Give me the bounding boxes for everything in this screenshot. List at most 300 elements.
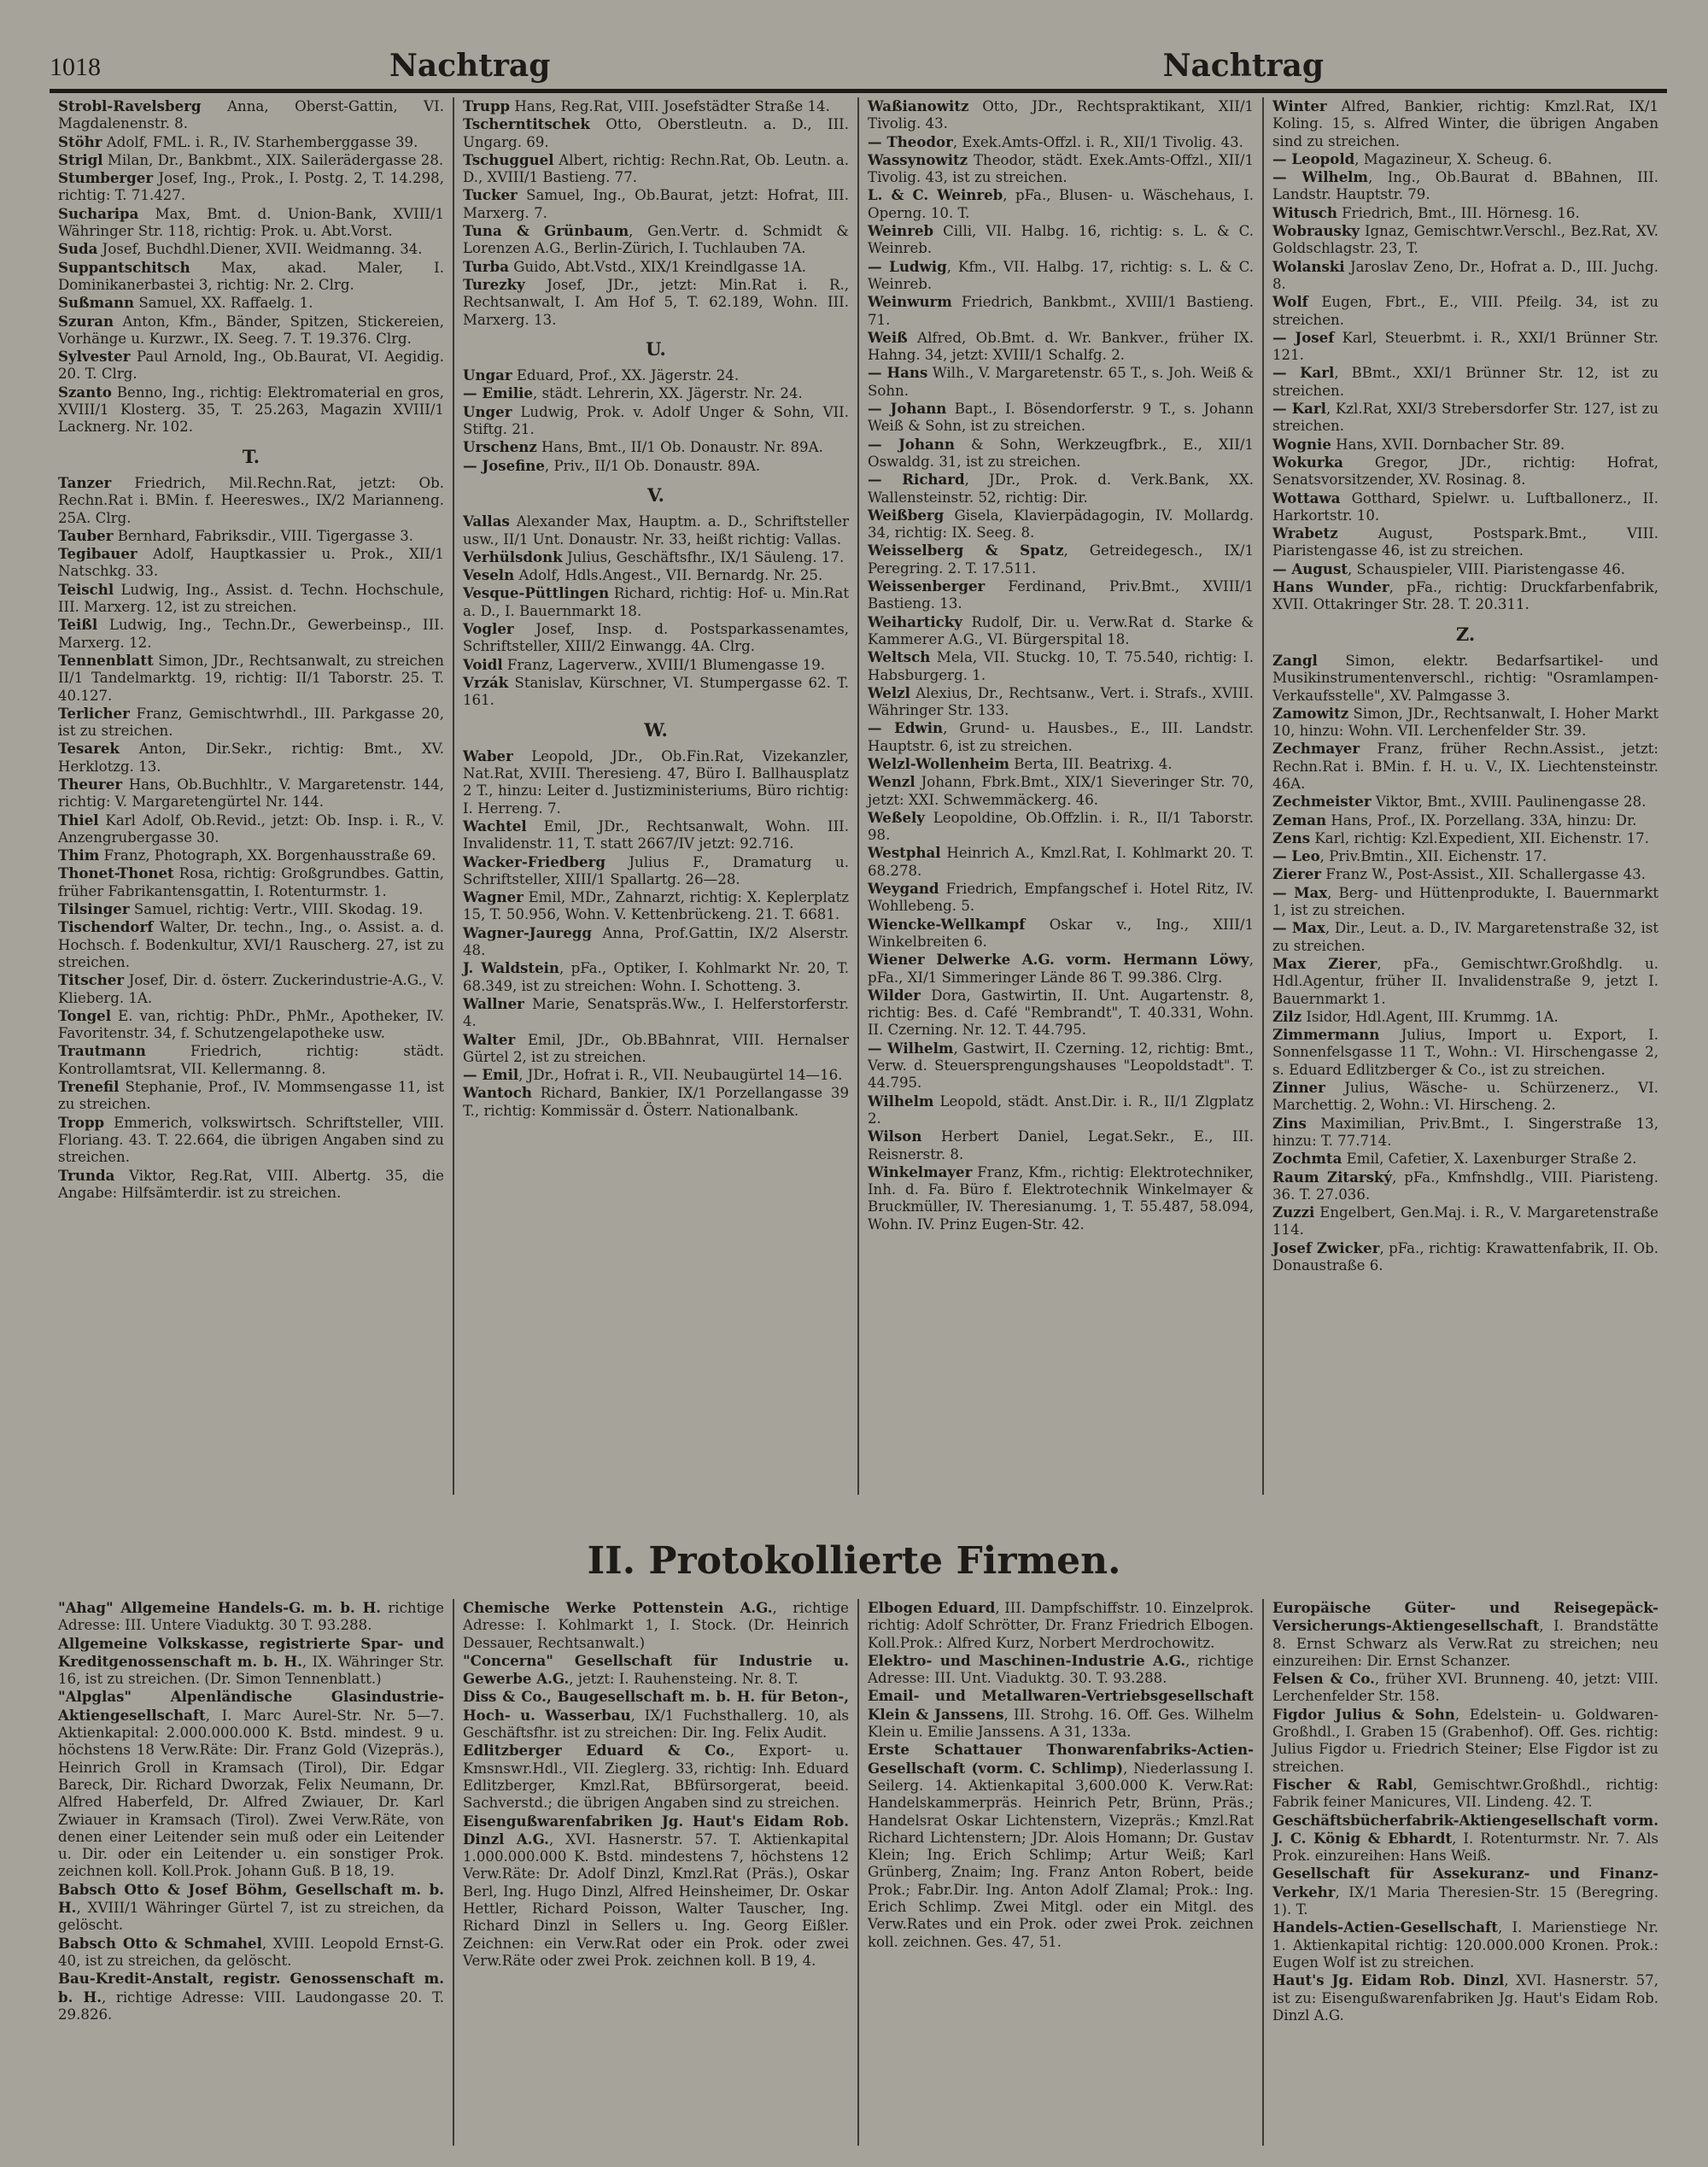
- entry-name: Allgemeine Volkskasse, registrierte Spar- und Kreditgenossenschaft m. b. H.: [58, 1634, 444, 1670]
- entry-details: , Magazineur, X. Scheug. 6.: [1354, 150, 1553, 167]
- entry-name: Fischer & Rabl: [1272, 1775, 1413, 1793]
- entry-details: Richard, richtig: Hof- u. Min.Rat a. D., I. Bauernmarkt 18.: [463, 585, 849, 619]
- directory-entry: [868, 133, 1254, 151]
- directory-entry: [58, 1881, 444, 1935]
- entry-name: Wognie: [1272, 435, 1331, 453]
- directory-entry: [58, 294, 444, 312]
- entry-details: , Exek.Amts-Offzl. i. R., XII/1 Tivolig. 43.: [952, 133, 1243, 150]
- entry-name: Szanto: [58, 383, 112, 401]
- directory-entry: [463, 1813, 849, 1971]
- entry-name: Wacker-Friedberg: [463, 852, 605, 870]
- directory-entry: [463, 747, 849, 817]
- entry-name: Thonet-Thonet: [58, 864, 174, 882]
- entry-details: , Grund- u. Hausbes., E., III. Landstr. Hauptstr. 6, ist zu streichen.: [868, 720, 1254, 754]
- entry-name: — Richard: [868, 471, 965, 489]
- entry-details: Franz, Photograph, XX. Borgenhausstraße 69.: [99, 847, 436, 864]
- entry-details: Viktor, Bmt., XVIII. Paulinengasse 28.: [1371, 794, 1647, 811]
- directory-entry: [1272, 1971, 1658, 2024]
- directory-entry: [58, 1167, 444, 1203]
- entry-name: — Theodor: [868, 132, 953, 150]
- directory-entry: [1272, 811, 1658, 829]
- entry-name: Welzl-Wollenheim: [868, 754, 1009, 772]
- entry-details: Samuel, richtig: Vertr., VIII. Skodag. 19.: [129, 901, 424, 918]
- entry-name: Winkelmayer: [868, 1163, 973, 1180]
- directory-entry: [58, 1688, 444, 1880]
- entry-details: , Dir., Leut. a. D., IV. Margaretenstraße 32, ist zu streichen.: [1272, 920, 1659, 954]
- entry-details: Hans, XVII. Dornbacher Str. 89.: [1331, 436, 1565, 453]
- entry-name: Zochmta: [1272, 1150, 1342, 1168]
- entry-name: Tischendorf: [58, 918, 154, 936]
- directory-entry: [1272, 168, 1658, 204]
- entry-details: Herbert Daniel, Legat.Sekr., E., III. Reisnerstr. 8.: [868, 1128, 1254, 1163]
- directory-entry: [463, 457, 849, 475]
- directory-entry: [1272, 364, 1658, 400]
- entry-details: August, Postspark.Bmt., VIII. Piaristengasse 46, ist zu streichen.: [1272, 525, 1658, 559]
- directory-entry: [58, 97, 444, 133]
- directory-entry: [868, 1092, 1254, 1128]
- entry-details: , Gen.Vertr. d. Schmidt & Lorenzen A.G., Berlin-Zürich, I. Tuchlauben 7A.: [463, 223, 849, 257]
- entry-details: Stephanie, Prof., IV. Mommsengasse 11, ist zu streichen.: [58, 1079, 444, 1113]
- entry-name: — Emilie: [463, 384, 534, 402]
- directory-entry: [868, 951, 1254, 987]
- entry-name: Vrzák: [463, 673, 509, 691]
- entry-details: Bernhard, Fabriksdir., VIII. Tigergasse 3.: [113, 527, 414, 544]
- entry-details: Gotthard, Spielwr. u. Luftballonerz., II. Harkortstr. 10.: [1272, 489, 1658, 524]
- entry-name: Stöhr: [58, 132, 102, 150]
- entry-details: , richtige Adresse: III. Unt. Viaduktg. 30. T. 93.288.: [868, 1652, 1254, 1687]
- directory-entry: [58, 900, 444, 918]
- directory-entry: [868, 97, 1254, 133]
- entry-details: Max, akad. Maler, I. Dominikanerbastei 3, richtig: Nr. 2. Clrg.: [58, 259, 444, 293]
- directory-entry: [58, 740, 444, 776]
- directory-entry: [1272, 1776, 1658, 1812]
- entry-details: , XVI. Hasnerstr. 57. T. Aktienkapital 1.000.000.000 K. Bstd. mindestens 7, höchstens 12 Verw.Räte: Dr. Adolf Dinzl, Kmzl.Rat (Präs.), Oskar Berl, Ing. Hugo Dinzl, Alfred Heinsheimer, Dr. Oskar Hettler, Richard Poisson, Walter Tauscher, Ing. Richard Dinzl in Sellers u. Ing. Georg Eißler. Zeichnen: ein Verw.Rat oder ein Prok. oder zwei Verw.Räte oder zwei Prok. zeichnen koll. B 19, 4.: [463, 1830, 849, 1969]
- entry-name: — Josef: [1272, 328, 1335, 346]
- entry-details: , richtige Adresse: I. Kohlmarkt 1, I. Stock. (Dr. Heinrich Dessauer, Rechtsanwalt.): [463, 1600, 850, 1651]
- entry-details: , IX. Währinger Str. 16, ist zu streichen. (Dr. Simon Tennenblatt.): [58, 1653, 444, 1688]
- entry-name: Weiharticky: [868, 612, 962, 630]
- directory-entry: [463, 276, 849, 329]
- entry-details: Engelbert, Gen.Maj. i. R., V. Margaretenstraße 114.: [1272, 1204, 1658, 1239]
- entry-details: , JDr., Prok. d. Verk.Bank, XX. Wallensteinstr. 52, richtig: Dir.: [868, 471, 1255, 506]
- directory-entry: [1272, 454, 1658, 489]
- entry-details: Simon, JDr., Rechtsanwalt, I. Hoher Markt 10, hinzu: Wohn. VII. Lerchenfelder Str. 39.: [1272, 705, 1658, 740]
- directory-entry: [1272, 1599, 1658, 1670]
- directory-entry: [463, 566, 849, 584]
- entry-details: Alfred, Bankier, richtig: Kmzl.Rat, IX/1 Koling. 15, s. Alfred Winter, die übrigen Angaben sind zu streichen.: [1272, 98, 1658, 149]
- directory-entry: [1272, 1918, 1658, 1971]
- directory-entry: [58, 474, 444, 527]
- entry-name: Zilz: [1272, 1007, 1302, 1025]
- entry-name: Zuzzi: [1272, 1204, 1315, 1221]
- directory-entry: [1272, 1670, 1658, 1706]
- directory-entry: [1272, 1239, 1658, 1275]
- directory-entry: [868, 1687, 1254, 1741]
- entry-details: , Kfm., VII. Halbg. 17, richtig: s. L. & C. Weinreb.: [868, 258, 1254, 292]
- entry-details: , Export- u. Kmsnswr.Hdl., VII. Zieglerg. 33, richtig: Inh. Eduard Edlitzberger, Kmzl.Rat, BBfürsorgerat, beeid. Sachverstd.; die übrigen Angaben sind zu streichen.: [463, 1742, 849, 1812]
- entry-details: , richtige Adresse: VIII. Laudongasse 20. T. 29.826.: [58, 1988, 444, 2023]
- entry-name: — Wilhelm: [1272, 168, 1368, 186]
- entry-name: Babsch Otto & Schmahel: [58, 1934, 262, 1952]
- entry-details: , XVI. Hasnerstr. 57, ist zu: Eisengußwarenfabriken Jg. Haut's Eidam Rob. Dinzl A.G.: [1272, 1972, 1658, 2024]
- entry-name: Bau-Kredit-Anstalt, registr. Genossenschaft m. b. H.: [58, 1970, 444, 2006]
- directory-entry: [1272, 1706, 1658, 1776]
- directory-entry: [1272, 578, 1658, 614]
- directory-entry: [1272, 204, 1658, 222]
- entry-name: Unger: [463, 402, 512, 420]
- entry-name: Elbogen Eduard: [868, 1599, 996, 1616]
- entry-details: , Gastwirt, II. Czerning. 12, richtig: Bmt., Verw. d. Steuersprengungshauses "Leopoldstadt". T. 44.795.: [868, 1040, 1254, 1092]
- entry-details: , Kzl.Rat, XXI/3 Strebersdorfer Str. 127, ist zu streichen.: [1272, 401, 1658, 435]
- entry-name: Josef Zwicker: [1272, 1239, 1380, 1256]
- entry-details: , pFa., richtig: Krawattenfabrik, II. Ob. Donaustraße 6.: [1272, 1239, 1658, 1274]
- entry-name: Tauber: [58, 526, 114, 544]
- entry-name: Babsch Otto & Josef Böhm, Gesellschaft m. b. H.: [58, 1880, 444, 1917]
- entry-name: — August: [1272, 559, 1348, 577]
- entry-name: Diss & Co., Baugesellschaft m. b. H. für Beton-, Hoch- u. Wasserbau: [463, 1688, 849, 1724]
- entry-name: Sylvester: [58, 348, 131, 366]
- entry-name: Weissenberger: [868, 577, 986, 595]
- entry-details: , I. Marienstiege Nr. 1. Aktienkapital richtig: 120.000.000 Kronen. Prok.: Eugen Wolf ist zu streichen.: [1272, 1919, 1658, 1971]
- entry-name: Zinner: [1272, 1079, 1325, 1097]
- entry-name: — Wilhelm: [868, 1039, 954, 1057]
- directory-entry: [58, 1007, 444, 1043]
- entry-name: — Karl: [1272, 364, 1335, 382]
- entry-name: Strobl-Ravelsberg: [58, 97, 202, 114]
- entry-name: Figdor Julius & Sohn: [1272, 1705, 1455, 1723]
- entry-details: Cilli, VII. Halbg. 16, richtig: s. L. & C. Weinreb.: [868, 223, 1254, 257]
- directory-entry: [868, 471, 1254, 507]
- entry-name: Wrabetz: [1272, 524, 1338, 542]
- directory-entry: [1272, 258, 1658, 294]
- entry-name: Suda: [58, 240, 98, 258]
- entry-name: Wiener Delwerke A.G. vorm. Hermann Löwy: [868, 951, 1249, 969]
- entry-name: Max Zierer: [1272, 954, 1378, 972]
- entry-details: Rudolf, Dir. u. Verw.Rat d. Starke & Kammerer A.G., VI. Bürgerspital 18.: [868, 613, 1254, 647]
- letter-heading: W.: [644, 718, 668, 741]
- addenda-columns: [50, 97, 1667, 1495]
- entry-details: Franz W., Post-Assist., XII. Schallergasse 43.: [1321, 866, 1647, 883]
- directory-entry: [58, 811, 444, 847]
- entry-details: Adolf, Hauptkassier u. Prok., XII/1 Natschkg. 33.: [58, 546, 444, 580]
- entry-name: Email- und Metallwaren-Vertriebsgesellschaft Klein & Janssens: [868, 1687, 1254, 1723]
- directory-entry: [1272, 829, 1658, 847]
- directory-entry: [58, 581, 444, 617]
- entry-details: , Niederlassung I. Seilerg. 14. Aktienkapital 3,600.000 K. Verw.Rat: Handelskammerpräs. Heinrich Petr, Brünn, Präs.; Handelsrat Oskar Lichtenstern, Vizepräs.; Kmzl.Rat Richard Lichtenstern; JDr. Alois Homann; Dr. Gustav Klein; Ing. Erich Schlimp; Artur Weiß; Karl Grünberg, Znaim; Ing. Franz Anton Robert, beide Prok.; Fabr.Dir. Ing. Anton Adolf Zlamal; Prok.: Ing. Erich Schlimp. Zwei Mitgl. oder ein Mitgl. des Verw.Rates und ein Prok. oder zwei Prok. zeichnen koll. zeichnen. Ges. 47, 51.: [868, 1760, 1255, 1950]
- directory-entry: [463, 548, 849, 566]
- directory-entry: [463, 366, 849, 384]
- entry-details: Jaroslav Zeno, Dr., Hofrat a. D., III. Juchg. 8.: [1272, 258, 1658, 292]
- directory-entry: [1272, 919, 1658, 955]
- entry-name: Wagner-Jauregg: [463, 923, 592, 941]
- directory-entry: [58, 776, 444, 811]
- entry-name: Wilhelm: [868, 1092, 934, 1110]
- directory-entry: [1272, 293, 1658, 329]
- entry-name: Trautmann: [58, 1042, 146, 1060]
- directory-entry: [58, 527, 444, 545]
- entry-name: Wantoch: [463, 1084, 532, 1102]
- entry-name: Zins: [1272, 1114, 1307, 1132]
- entry-name: Weiß: [868, 328, 908, 346]
- entry-details: , Getreidegesch., IX/1 Peregring. 2. T. 17.511.: [868, 542, 1255, 577]
- directory-entry: [463, 959, 849, 995]
- entry-name: Wallner: [463, 994, 524, 1012]
- entry-name: Zimmermann: [1272, 1026, 1380, 1044]
- directory-entry: [1272, 150, 1658, 168]
- directory-entry: [58, 616, 444, 652]
- entry-name: "Concerna" Gesellschaft für Industrie u. Gewerbe A.G.: [463, 1651, 849, 1688]
- entry-name: Sußmann: [58, 294, 135, 312]
- entry-details: Alexius, Dr., Rechtsanw., Vert. i. Strafs., XVIII. Währinger Str. 133.: [868, 684, 1254, 719]
- entry-details: Adolf, Hdls.Angest., VII. Bernardg. Nr. 25.: [514, 567, 823, 584]
- entry-details: , Edelstein- u. Goldwaren-Großhdl., I. Graben 15 (Grabenhof). Off. Ges. richtig: Julius Figdor u. Friedrich Steiner; Else Figdor ist zu streichen.: [1272, 1706, 1658, 1775]
- directory-entry: [868, 1741, 1254, 1951]
- entry-details: Josef, Dir. d. österr. Zuckerindustrie-A.G., V. Klieberg. 1A.: [58, 972, 444, 1006]
- entry-details: Milan, Dr., Bankbmt., XIX. Sailerädergasse 28.: [102, 151, 444, 168]
- entry-details: E. van, richtig: PhDr., PhMr., Apotheker, IV. Favoritenstr. 34, f. Schutzengelapotheke usw.: [58, 1007, 444, 1042]
- entry-details: , I. Brandstätte 8. Ernst Schwarz als Verw.Rat zu streichen; neu einzureihen: Dir. Ernst Schanzer.: [1272, 1618, 1658, 1669]
- letter-heading: U.: [646, 337, 666, 360]
- directory-entry: [463, 995, 849, 1031]
- entry-details: Julius F., Dramaturg u. Schriftsteller, XIII/1 Spallartg. 26—28.: [463, 853, 849, 887]
- entry-name: Welzl: [868, 683, 910, 701]
- directory-entry: [58, 259, 444, 295]
- entry-name: Wilder: [868, 986, 921, 1004]
- entry-details: Maximilian, Priv.Bmt., I. Singerstraße 13, hinzu: T. 77.714.: [1272, 1115, 1658, 1149]
- entry-details: , pFa., Blusen- u. Wäschehaus, I. Operng. 10. T.: [868, 187, 1255, 221]
- entry-name: Tucker: [463, 186, 518, 204]
- entry-details: Julius, Import u. Export, I. Sonnenfelsgasse 11 T., Wohn.: VI. Hirschengasse 2, s. Eduard Edlitzberger & Co., ist zu streichen.: [1272, 1027, 1658, 1078]
- directory-entry: [58, 240, 444, 258]
- directory-entry: [463, 656, 849, 674]
- entry-name: Waber: [463, 747, 513, 764]
- directory-entry: [1272, 1865, 1658, 1918]
- entry-name: Weltsch: [868, 648, 931, 666]
- entry-name: "Alpglas" Alpenländische Glasindustrie-Aktiengesellschaft: [58, 1688, 444, 1724]
- entry-details: Josef, Buchdhl.Diener, XVII. Weidmanng. 34.: [97, 241, 423, 258]
- directory-entry: [868, 151, 1254, 187]
- directory-entry: [463, 1031, 849, 1067]
- entry-details: Max, Bmt. d. Union-Bank, XVIII/1 Währinger Str. 118, richtig: Prok. u. Abt.Vorst.: [58, 205, 444, 240]
- entry-details: Richard, Bankier, IX/1 Porzellangasse 39 T., richtig: Kommissär d. Österr. Nationalbank.: [463, 1085, 849, 1119]
- directory-entry: [1272, 436, 1658, 454]
- entry-details: Ferdinand, Priv.Bmt., XVIII/1 Bastieng. 13.: [868, 578, 1254, 612]
- entry-details: , XVIII/1 Währinger Gürtel 7, ist zu streichen, da gelöscht.: [58, 1900, 444, 1934]
- entry-details: Leopold, JDr., Ob.Fin.Rat, Vizekanzler, Nat.Rat, XVIII. Theresieng. 47, Büro I. Ballhausplatz 2 T., hinzu: Leiter d. Justizministeriums, Büro richtig: I. Herreng. 7.: [463, 747, 849, 817]
- entry-name: Zangl: [1272, 651, 1318, 669]
- entry-details: , IX/1 Fuchsthallerg. 10, als Geschäftsfhr. ist zu streichen: Dir. Ing. Felix Audit.: [463, 1707, 849, 1742]
- text-column: [453, 1599, 857, 2146]
- entry-details: , pFa., Optiker, I. Kohlmarkt Nr. 20, T. 68.349, ist zu streichen: Wohn. I. Schotteng. 3.: [463, 960, 849, 994]
- directory-entry: [868, 222, 1254, 258]
- directory-entry: [868, 1652, 1254, 1688]
- entry-name: Verhülsdonk: [463, 548, 563, 565]
- text-column: [1262, 97, 1667, 1495]
- entry-name: Theurer: [58, 775, 123, 793]
- directory-entry: [868, 400, 1254, 436]
- entry-name: Tschugguel: [463, 150, 554, 168]
- directory-entry: [1272, 329, 1658, 365]
- directory-entry: [868, 1599, 1254, 1652]
- entry-details: Berta, III. Beatrixg. 4.: [1009, 755, 1173, 772]
- entry-details: Eduard, Prof., XX. Jägerstr. 24.: [512, 367, 740, 384]
- directory-entry: [868, 916, 1254, 952]
- entry-name: Winter: [1272, 97, 1327, 114]
- entry-name: Thim: [58, 846, 100, 864]
- running-head-right: Nachtrag: [1162, 48, 1324, 84]
- directory-entry: [463, 384, 849, 402]
- entry-details: Emil, MDr., Zahnarzt, richtig: X. Keplerplatz 15, T. 50.956, Wohn. V. Kettenbrückeng. 21. T. 6681.: [463, 889, 849, 923]
- entry-name: Tscherntitschek: [463, 115, 590, 133]
- directory-entry: [868, 755, 1254, 773]
- entry-name: Tegibauer: [58, 545, 137, 563]
- entry-details: , städt. Lehrerin, XX. Jägerstr. Nr. 24.: [533, 385, 803, 402]
- entry-details: Wilh., V. Margaretenstr. 65 T., s. Joh. Weiß & Sohn.: [868, 365, 1254, 399]
- directory-entry: [868, 507, 1254, 542]
- entry-details: Alfred, Ob.Bmt. d. Wr. Bankver., früher IX. Hahng. 34, jetzt: XVIII/1 Schalfg. 2.: [868, 329, 1254, 364]
- entry-name: Trenefil: [58, 1078, 120, 1096]
- section-title: II. Protokollierte Firmen.: [587, 1539, 1121, 1583]
- entry-name: Elektro- und Maschinen-Industrie A.G.: [868, 1651, 1186, 1669]
- entry-name: Wolanski: [1272, 257, 1345, 275]
- entry-name: — Johann: [868, 435, 955, 453]
- entry-details: Johann, Fbrk.Bmt., XIX/1 Sieveringer Str. 70, jetzt: XXI. Schwemmäckerg. 46.: [868, 774, 1254, 808]
- directory-entry: [463, 512, 849, 548]
- entry-details: , früher XVI. Brunneng. 40, jetzt: VIII. Lerchenfelder Str. 158.: [1272, 1671, 1658, 1705]
- directory-entry: [463, 853, 849, 889]
- directory-entry: [868, 542, 1254, 577]
- directory-entry: [58, 205, 444, 241]
- entry-name: — Max: [1272, 883, 1328, 901]
- entry-details: Gisela, Klavierpädagogin, IV. Mollardg. 34, richtig: IX. Seeg. 8.: [868, 507, 1254, 542]
- entry-name: Weinwurm: [868, 293, 952, 311]
- entry-name: Vesque-Püttlingen: [463, 584, 610, 602]
- text-column: [50, 97, 453, 1495]
- entry-details: Friedrich, Bankbmt., XVIII/1 Bastieng. 71.: [868, 294, 1254, 328]
- entry-details: , Ing., Ob.Baurat d. BBahnen, III. Landstr. Hauptstr. 79.: [1272, 169, 1659, 203]
- entry-details: Heinrich A., Kmzl.Rat, I. Kohlmarkt 20. T. 68.278.: [868, 845, 1254, 879]
- directory-entry: [868, 1040, 1254, 1092]
- entry-details: , pFa., Gemischtwr.Großhdlg. u. Hdl.Agentur, früher II. Invalidenstraße 9, jetzt I. Bauernmarkt 1.: [1272, 955, 1658, 1007]
- directory-entry: [463, 1599, 849, 1652]
- directory-entry: [1272, 884, 1658, 920]
- entry-name: Chemische Werke Pottenstein A.G.: [463, 1599, 773, 1616]
- entry-details: Theodor, städt. Exek.Amts-Offzl., XII/1 Tivolig. 43, ist zu streichen.: [868, 151, 1254, 186]
- entry-details: , pFa., richtig: Druckfarbenfabrik, XVII. Ottakringer Str. 28. T. 20.311.: [1272, 579, 1659, 613]
- entry-details: Alexander Max, Hauptm. a. D., Schriftsteller usw., II/1 Unt. Donaustr. Nr. 33, heißt richtig: Vallas.: [463, 513, 849, 548]
- entry-details: , XVIII. Leopold Ernst-G. 40, ist zu streichen, da gelöscht.: [58, 1935, 444, 1969]
- directory-entry: [868, 844, 1254, 880]
- entry-details: Karl, Steuerbmt. i. R., XXI/1 Brünner Str. 121.: [1272, 329, 1659, 364]
- entry-name: Gesellschaft für Assekuranz- und Finanz-Verkehr: [1272, 1865, 1658, 1901]
- directory-entry: [58, 1078, 444, 1114]
- directory-entry: [463, 924, 849, 960]
- text-column: [1262, 1599, 1667, 2146]
- entry-name: Trupp: [463, 97, 511, 114]
- entry-details: , BBmt., XXI/1 Brünner Str. 12, ist zu streichen.: [1272, 365, 1658, 399]
- entry-name: Turezky: [463, 275, 525, 293]
- entry-name: — Karl: [1272, 400, 1326, 418]
- entry-details: Dora, Gastwirtin, II. Unt. Augartenstr. 8, richtig: Bes. d. Café "Rembrandt", T. 40.331, Wohn. II. Czerning. Nr. 12. T. 44.795.: [868, 987, 1254, 1039]
- entry-details: Friedrich, Mil.Rechn.Rat, jetzt: Ob. Rechn.Rat i. BMin. f. Heereswes., IX/2 Marianneng. 25A. Clrg.: [58, 474, 444, 526]
- entry-name: Vallas: [463, 512, 510, 530]
- entry-details: , I. Rotenturmstr. Nr. 7. Als Prok. einzureihen: Hans Weiß.: [1272, 1830, 1658, 1865]
- entry-details: Hans, Ob.Buchhltr., V. Margaretenstr. 144, richtig: V. Margaretengürtel Nr. 144.: [58, 776, 444, 811]
- directory-entry: [463, 1652, 849, 1689]
- directory-entry: [868, 293, 1254, 329]
- entry-name: Waßianowitz: [868, 97, 969, 114]
- entry-details: Ludwig, Prok. v. Adolf Unger & Sohn, VII. Stiftg. 21.: [463, 403, 849, 438]
- entry-details: Otto, JDr., Rechtspraktikant, XII/1 Tivolig. 43.: [868, 98, 1254, 132]
- directory-entry: [463, 1084, 849, 1120]
- entry-details: Emmerich, volkswirtsch. Schriftsteller, VIII. Floriang. 43. T. 22.664, die übrigen Angaben sind zu streichen.: [58, 1114, 444, 1166]
- directory-entry: [868, 773, 1254, 809]
- entry-details: Guido, Abt.Vstd., XIX/1 Kreindlgasse 1A.: [509, 258, 806, 275]
- directory-entry: [1272, 400, 1658, 436]
- entry-name: Tanzer: [58, 473, 112, 491]
- directory-entry: [463, 151, 849, 187]
- directory-entry: [1272, 1812, 1658, 1865]
- letter-heading: V.: [647, 483, 664, 506]
- directory-entry: [1272, 1115, 1658, 1151]
- entry-details: , IX/1 Maria Theresien-Str. 15 (Beregring. 1). T.: [1272, 1883, 1658, 1918]
- directory-entry: [463, 186, 849, 222]
- directory-entry: [1272, 1168, 1658, 1204]
- directory-entry: [58, 971, 444, 1007]
- entry-details: , Berg- und Hüttenprodukte, I. Bauernmarkt 1, ist zu streichen.: [1272, 884, 1658, 919]
- entry-name: Felsen & Co.: [1272, 1670, 1375, 1688]
- entry-details: , Priv., II/1 Ob. Donaustr. 89A.: [544, 457, 761, 474]
- entry-name: Weinreb: [868, 222, 934, 240]
- entry-details: Ludwig, Ing., Techn.Dr., Gewerbeinsp., III. Marxerg. 12.: [58, 617, 444, 651]
- directory-entry: [58, 384, 444, 436]
- entry-name: — Emil: [463, 1066, 519, 1084]
- directory-entry: [463, 1688, 849, 1742]
- text-column: [50, 1599, 453, 2146]
- entry-details: Stanislav, Kürschner, VI. Stumpergasse 62. T. 161.: [463, 674, 849, 709]
- directory-entry: [868, 684, 1254, 720]
- directory-entry: [1272, 847, 1658, 865]
- entry-details: , JDr., Hofrat i. R., VII. Neubaugürtel 14—16.: [518, 1067, 843, 1084]
- directory-entry: [868, 258, 1254, 294]
- entry-name: Weygand: [868, 880, 939, 898]
- entry-name: L. & C. Weinreb: [868, 186, 1003, 204]
- entry-details: , pFa., XI/1 Simmeringer Lände 86 T. 99.386. Clrg.: [868, 952, 1254, 986]
- directory-entry: [58, 652, 444, 705]
- entry-details: Friedrich, Empfangschef i. Hotel Ritz, IV. Wohllebeng. 5.: [868, 881, 1254, 915]
- directory-entry: [58, 545, 444, 581]
- directory-entry: [58, 705, 444, 741]
- entry-name: Tilsinger: [58, 900, 130, 918]
- directory-entry: [463, 1742, 849, 1812]
- directory-entry: [868, 186, 1254, 222]
- entry-details: Josef, JDr., jetzt: Min.Rat i. R., Rechtsanwalt, I. Am Hof 5, T. 62.189, Wohn. III. Marxerg. 13.: [463, 276, 849, 328]
- directory-entry: [58, 1635, 444, 1689]
- directory-entry: [58, 169, 444, 205]
- entry-name: Europäische Güter- und Reisegepäck-Versicherungs-Aktiengesellschaft: [1272, 1599, 1658, 1635]
- entry-details: Ignaz, Gemischtwr.Verschl., Bez.Rat, XV. Goldschlagstr. 23, T.: [1272, 223, 1658, 257]
- directory-entry: [463, 115, 849, 151]
- entry-details: Josef, Ing., Prok., I. Postg. 2, T. 14.298, richtig: T. 71.427.: [58, 170, 444, 204]
- entry-name: — Ludwig: [868, 257, 947, 275]
- entry-name: — Leopold: [1272, 149, 1355, 167]
- directory-entry: [1272, 524, 1658, 560]
- entry-details: Anna, Prof.Gattin, IX/2 Alserstr. 48.: [463, 924, 849, 959]
- entry-name: Suppantschitsch: [58, 258, 190, 276]
- entry-name: — Josefine: [463, 456, 545, 474]
- entry-name: Zechmeister: [1272, 793, 1372, 811]
- directory-entry: [58, 133, 444, 151]
